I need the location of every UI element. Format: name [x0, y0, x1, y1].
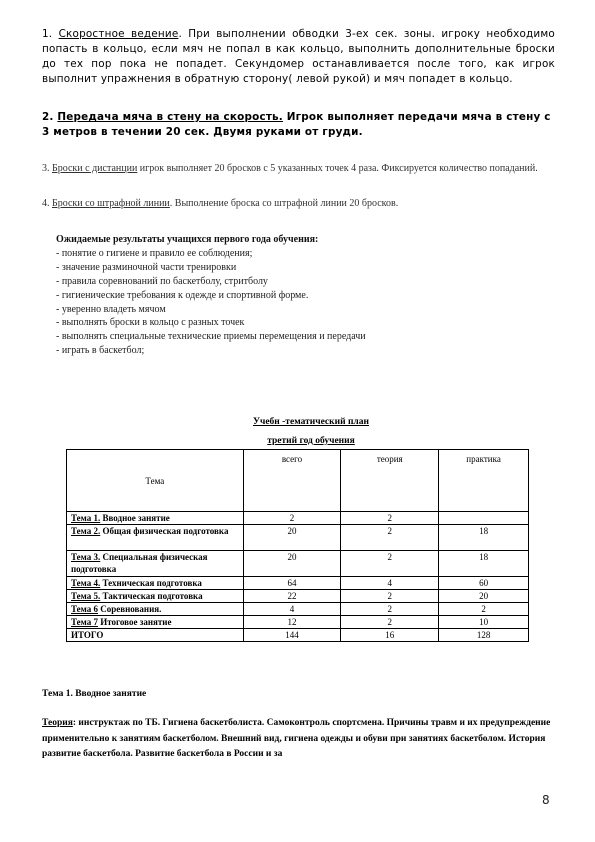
topic-cell [67, 590, 244, 603]
practice-cell: 60 [439, 577, 529, 590]
topic-name: Специальная физическая подготовка [71, 552, 208, 574]
list-item: - выполнять специальные технические приемы перемещения и передачи [56, 331, 366, 343]
topic-cell [67, 616, 244, 629]
total-cell: 144 [243, 629, 341, 642]
paragraph-4-title: Броски со штрафной линии [52, 198, 170, 209]
topic-name: Общая физическая подготовка [100, 526, 229, 536]
list-item: - гигиенические требования к одежде и спортивной форме. [56, 289, 309, 301]
paragraph-3-number: 3. [42, 163, 50, 174]
topic-1-heading: Тема 1. Вводное занятие [42, 689, 147, 699]
total-cell: 2 [243, 512, 341, 525]
total-cell: 20 [243, 551, 341, 577]
theory-cell: 4 [341, 577, 439, 590]
topic-cell [67, 512, 244, 525]
total-cell: 22 [243, 590, 341, 603]
table-row [67, 577, 529, 590]
expected-results [56, 233, 536, 358]
topic-cell [67, 551, 244, 577]
paragraph-4-number: 4. [42, 198, 50, 209]
total-cell: 64 [243, 577, 341, 590]
theory-cell: 2 [341, 603, 439, 616]
list-item: - значение разминочной части тренировки [56, 261, 237, 273]
page-number: 8 [542, 793, 550, 807]
practice-cell: 2 [439, 603, 529, 616]
column-header-total: всего [243, 450, 341, 512]
topic-name: Тактическая подготовка [100, 591, 203, 601]
theory-label: Теория [42, 718, 73, 728]
paragraph-2 [42, 110, 555, 140]
paragraph-1-number: 1. [42, 28, 53, 40]
theory-cell: 2 [341, 525, 439, 551]
table-row [67, 590, 529, 603]
plan-table [66, 449, 529, 642]
table-row [67, 525, 529, 551]
paragraph-4-text: . Выполнение броска со штрафной линии 20 бросков. [169, 198, 399, 209]
plan-subtitle [0, 436, 595, 446]
topic-cell [67, 577, 244, 590]
topic-label: Тема 1. [71, 513, 101, 523]
paragraph-3-title: Броски с дистанции [52, 163, 138, 174]
total-cell: 12 [243, 616, 341, 629]
practice-cell: 10 [439, 616, 529, 629]
topic-cell [67, 603, 244, 616]
paragraph-4 [42, 197, 555, 211]
topic-name: Вводное занятие [100, 513, 170, 523]
theory-cell: 2 [341, 512, 439, 525]
plan-title-text: Учебн -тематический план [253, 417, 369, 427]
practice-cell [439, 512, 529, 525]
theory-text: : инструктаж по ТБ. Гигиена баскетболиста. Самоконтроль спортсмена. Причины травм и их предупреждение применительно к занятиям баскетболом. Внешний вид, гигиена одежды и обуви при занятиях баскетболом. История развитие баскетбола. Развитие баскетбола в России и за [42, 718, 551, 759]
topic-label: Тема 2. [71, 526, 101, 536]
table-row [67, 603, 529, 616]
topic-label: Тема 4. [71, 578, 101, 588]
practice-cell: 18 [439, 551, 529, 577]
table-total-row [67, 629, 529, 642]
list-item: - уверенно владеть мячом [56, 303, 166, 315]
topic-name: Соревнования. [97, 604, 162, 614]
topic-label: Тема 6 [71, 604, 98, 614]
topic-cell [67, 525, 244, 551]
column-header-practice: практика [439, 450, 529, 512]
list-item: - понятие о гигиене и правило ее соблюдения; [56, 247, 253, 259]
topic-name: Техническая подготовка [100, 578, 202, 588]
total-cell: 20 [243, 525, 341, 551]
theory-cell: 2 [341, 590, 439, 603]
practice-cell: 128 [439, 629, 529, 642]
list-item: - выполнять броски в кольцо с разных точек [56, 317, 245, 329]
paragraph-2-number: 2. [42, 111, 54, 123]
topic-label: Тема 3. [71, 552, 101, 562]
theory-cell: 16 [341, 629, 439, 642]
table-header-row [67, 450, 529, 512]
topic-label: Тема 7 [71, 617, 98, 627]
column-header-theory: теория [341, 450, 439, 512]
paragraph-3-text: игрок выполняет 20 бросков с 5 указанных точек 4 раза. Фиксируется количество попаданий. [137, 163, 538, 174]
paragraph-1-title: Скоростное ведение [58, 28, 179, 40]
practice-cell: 18 [439, 525, 529, 551]
theory-cell: 2 [341, 551, 439, 577]
total-cell: 4 [243, 603, 341, 616]
paragraph-2-title: Передача мяча в стену на скорость. [57, 111, 283, 123]
plan-title [0, 417, 595, 427]
topic-1-theory [42, 716, 555, 763]
paragraph-1 [42, 27, 555, 87]
total-label-cell: ИТОГО [67, 629, 244, 642]
list-item: - правила соревнований по баскетболу, стритболу [56, 275, 268, 287]
topic-name: Итоговое занятие [97, 617, 172, 627]
paragraph-1-text: . При выполнении обводки 3-ех сек. зоны. игроку необходимо попасть в кольцо, если мяч не попал в как кольцо, выполнить дополнительные броски до тех пор пока не попадет. Секундомер останавливается после того, как игрок выполнит упражнения в обратную сторону( левой рукой) и мяч попадет в кольцо. [42, 28, 555, 85]
paragraph-2-text: Игрок выполняет передачи мяча в стену с 3 метров в течении 20 сек. Двумя руками от груди. [42, 111, 551, 138]
table-row [67, 512, 529, 525]
expected-results-list [56, 247, 536, 358]
table-row [67, 616, 529, 629]
plan-subtitle-text: третий год обучения [267, 436, 355, 446]
list-item: - играть в баскетбол; [56, 345, 145, 357]
paragraph-3 [42, 162, 555, 176]
topic-label: Тема 5. [71, 591, 101, 601]
column-header-topic: Тема [67, 450, 244, 512]
expected-results-header: Ожидаемые результаты учащихся первого года обучения: [56, 234, 319, 245]
practice-cell: 20 [439, 590, 529, 603]
theory-cell: 2 [341, 616, 439, 629]
table-row [67, 551, 529, 577]
